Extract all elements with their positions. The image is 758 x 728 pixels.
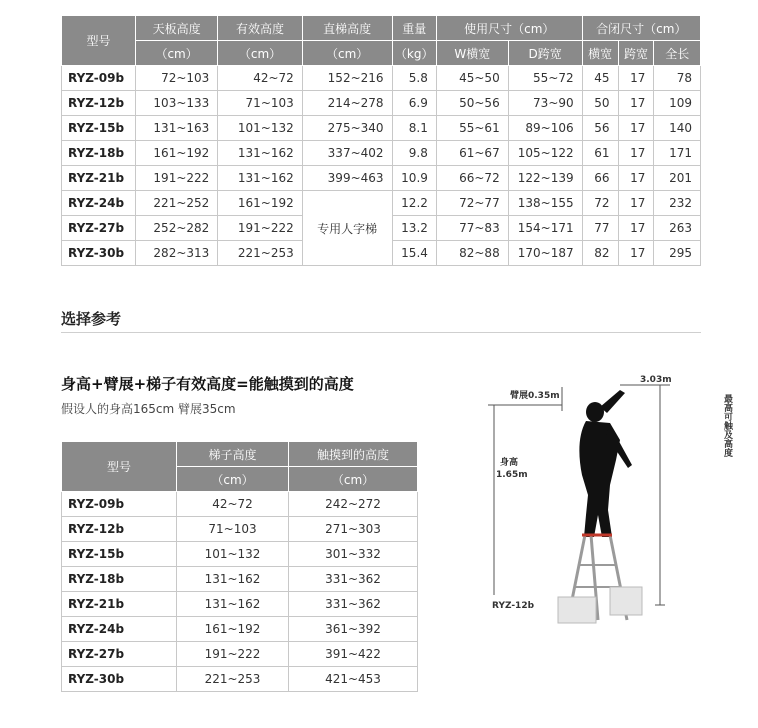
table-row	[62, 642, 418, 667]
reach-height-cell: 421~453	[289, 667, 418, 692]
closed-width-cell: 66	[582, 166, 618, 191]
spec-header-d-span: D跨宽	[508, 41, 582, 66]
w-width-cell: 50~56	[436, 91, 508, 116]
board-height-cell: 191~222	[135, 166, 217, 191]
table-row	[62, 567, 418, 592]
straight-height-cell: 399~463	[302, 166, 392, 191]
closed-length-cell: 109	[654, 91, 701, 116]
closed-span-cell: 17	[618, 216, 654, 241]
closed-length-cell: 78	[654, 66, 701, 91]
body-height-label: 身高	[500, 458, 519, 468]
d-span-cell: 170~187	[508, 241, 582, 266]
closed-length-cell: 140	[654, 116, 701, 141]
w-width-cell: 82~88	[436, 241, 508, 266]
weight-cell: 6.9	[392, 91, 436, 116]
effective-height-cell: 221~253	[218, 241, 302, 266]
closed-width-cell: 72	[582, 191, 618, 216]
board-height-cell: 252~282	[135, 216, 217, 241]
model-cell: RYZ-09b	[62, 492, 177, 517]
model-cell: RYZ-30b	[62, 241, 136, 266]
board-height-cell: 103~133	[135, 91, 217, 116]
closed-width-cell: 77	[582, 216, 618, 241]
closed-length-cell: 171	[654, 141, 701, 166]
closed-width-cell: 61	[582, 141, 618, 166]
board-height-cell: 131~163	[135, 116, 217, 141]
model-cell: RYZ-18b	[62, 567, 177, 592]
table-row	[62, 116, 701, 141]
d-span-cell: 73~90	[508, 91, 582, 116]
closed-width-cell: 56	[582, 116, 618, 141]
spec-header-w-width: W横宽	[436, 41, 508, 66]
reach-table	[61, 441, 418, 692]
closed-width-cell: 50	[582, 91, 618, 116]
d-span-cell: 105~122	[508, 141, 582, 166]
reach-height-cell: 391~422	[289, 642, 418, 667]
weight-cell: 12.2	[392, 191, 436, 216]
model-cell: RYZ-15b	[62, 542, 177, 567]
closed-span-cell: 17	[618, 91, 654, 116]
weight-cell: 9.8	[392, 141, 436, 166]
straight-height-cell: 152~216	[302, 66, 392, 91]
w-width-cell: 66~72	[436, 166, 508, 191]
table-row	[62, 592, 418, 617]
arm-span-marker	[488, 387, 562, 595]
spec-header-board-height: 天板高度	[135, 16, 217, 41]
ladder-model-label: RYZ-12b	[492, 601, 535, 611]
effective-height-cell: 191~222	[218, 216, 302, 241]
table-row	[62, 66, 701, 91]
reach-height-cell: 301~332	[289, 542, 418, 567]
max-reach-text: 最高可触及高度	[669, 394, 732, 404]
ladder-height-cell: 161~192	[177, 617, 289, 642]
model-cell: RYZ-21b	[62, 166, 136, 191]
effective-height-cell: 42~72	[218, 66, 302, 91]
spec-header-use-size: 使用尺寸（cm）	[436, 16, 582, 41]
board-height-cell: 161~192	[135, 141, 217, 166]
table-row	[62, 141, 701, 166]
closed-span-cell: 17	[618, 241, 654, 266]
max-height-marker	[620, 385, 670, 605]
spec-header-length: 全长	[654, 41, 701, 66]
effective-height-cell: 131~162	[218, 166, 302, 191]
support-box-right	[610, 587, 642, 615]
special-ladder-cell: 专用人字梯	[302, 191, 392, 266]
closed-span-cell: 17	[618, 141, 654, 166]
spec-header-model: 型号	[62, 16, 136, 66]
model-cell: RYZ-09b	[62, 66, 136, 91]
closed-length-cell: 295	[654, 241, 701, 266]
reach-height-cell: 361~392	[289, 617, 418, 642]
d-span-cell: 154~171	[508, 216, 582, 241]
section-divider	[61, 332, 701, 333]
table-row	[62, 542, 418, 567]
closed-width-cell: 82	[582, 241, 618, 266]
reach-height-cell: 331~362	[289, 567, 418, 592]
max-height-label: 3.03m	[640, 375, 672, 385]
ladder-height-cell: 191~222	[177, 642, 289, 667]
model-cell: RYZ-21b	[62, 592, 177, 617]
closed-length-cell: 232	[654, 191, 701, 216]
reach-height-cell: 331~362	[289, 592, 418, 617]
w-width-cell: 77~83	[436, 216, 508, 241]
closed-width-cell: 45	[582, 66, 618, 91]
table-row	[62, 492, 418, 517]
model-cell: RYZ-27b	[62, 216, 136, 241]
reach-height-cell: 271~303	[289, 517, 418, 542]
d-span-cell: 55~72	[508, 66, 582, 91]
weight-cell: 8.1	[392, 116, 436, 141]
straight-height-cell: 337~402	[302, 141, 392, 166]
closed-span-cell: 17	[618, 166, 654, 191]
body-height-value: 1.65m	[496, 470, 528, 480]
weight-cell: 13.2	[392, 216, 436, 241]
ladder-height-cell: 101~132	[177, 542, 289, 567]
spec-unit-cm: （cm）	[218, 41, 302, 66]
board-height-cell: 282~313	[135, 241, 217, 266]
ladder-height-cell: 221~253	[177, 667, 289, 692]
closed-length-cell: 201	[654, 166, 701, 191]
d-span-cell: 122~139	[508, 166, 582, 191]
spec-header-weight: 重量	[392, 16, 436, 41]
spec-header-straight-height: 直梯高度	[302, 16, 392, 41]
closed-span-cell: 17	[618, 116, 654, 141]
reach-unit-cm: （cm）	[177, 467, 289, 492]
spec-header-closed-size: 合闭尺寸（cm）	[582, 16, 700, 41]
table-row	[62, 667, 418, 692]
reach-header-reach-height: 触摸到的高度	[289, 442, 418, 467]
weight-cell: 10.9	[392, 166, 436, 191]
reach-diagram	[470, 365, 732, 630]
model-cell: RYZ-15b	[62, 116, 136, 141]
w-width-cell: 55~61	[436, 116, 508, 141]
model-cell: RYZ-12b	[62, 91, 136, 116]
board-height-cell: 221~252	[135, 191, 217, 216]
spec-unit-kg: （kg）	[392, 41, 436, 66]
model-cell: RYZ-24b	[62, 191, 136, 216]
model-cell: RYZ-12b	[62, 517, 177, 542]
arm-span-label: 臂展0.35m	[510, 391, 560, 401]
table-row	[62, 191, 701, 216]
model-cell: RYZ-24b	[62, 617, 177, 642]
spec-table	[61, 15, 701, 266]
closed-span-cell: 17	[618, 191, 654, 216]
spec-header-width: 横宽	[582, 41, 618, 66]
board-height-cell: 72~103	[135, 66, 217, 91]
ladder-height-cell: 42~72	[177, 492, 289, 517]
effective-height-cell: 101~132	[218, 116, 302, 141]
d-span-cell: 89~106	[508, 116, 582, 141]
ladder-height-cell: 131~162	[177, 567, 289, 592]
reach-header-model: 型号	[62, 442, 177, 492]
ladder-height-cell: 131~162	[177, 592, 289, 617]
section-title: 选择参考	[61, 310, 122, 328]
d-span-cell: 138~155	[508, 191, 582, 216]
effective-height-cell: 131~162	[218, 141, 302, 166]
straight-height-cell: 275~340	[302, 116, 392, 141]
w-width-cell: 72~77	[436, 191, 508, 216]
max-reach-label	[669, 393, 733, 458]
w-width-cell: 61~67	[436, 141, 508, 166]
table-row	[62, 517, 418, 542]
table-row	[62, 617, 418, 642]
model-cell: RYZ-18b	[62, 141, 136, 166]
reach-height-cell: 242~272	[289, 492, 418, 517]
closed-span-cell: 17	[618, 66, 654, 91]
model-cell: RYZ-30b	[62, 667, 177, 692]
table-row	[62, 91, 701, 116]
spec-unit-cm: （cm）	[302, 41, 392, 66]
w-width-cell: 45~50	[436, 66, 508, 91]
ladder-height-cell: 71~103	[177, 517, 289, 542]
effective-height-cell: 71~103	[218, 91, 302, 116]
formula-title: 身高+臂展+梯子有效高度=能触摸到的高度	[61, 375, 354, 393]
closed-length-cell: 263	[654, 216, 701, 241]
reach-header-ladder-height: 梯子高度	[177, 442, 289, 467]
spec-header-effective-height: 有效高度	[218, 16, 302, 41]
reach-unit-cm: （cm）	[289, 467, 418, 492]
assumption-text: 假设人的身高165cm 臂展35cm	[61, 402, 236, 416]
person-silhouette	[579, 390, 632, 537]
spec-unit-cm: （cm）	[135, 41, 217, 66]
effective-height-cell: 161~192	[218, 191, 302, 216]
straight-height-cell: 214~278	[302, 91, 392, 116]
model-cell: RYZ-27b	[62, 642, 177, 667]
spec-header-span: 跨宽	[618, 41, 654, 66]
weight-cell: 15.4	[392, 241, 436, 266]
support-box-left	[558, 597, 596, 623]
weight-cell: 5.8	[392, 66, 436, 91]
table-row	[62, 166, 701, 191]
